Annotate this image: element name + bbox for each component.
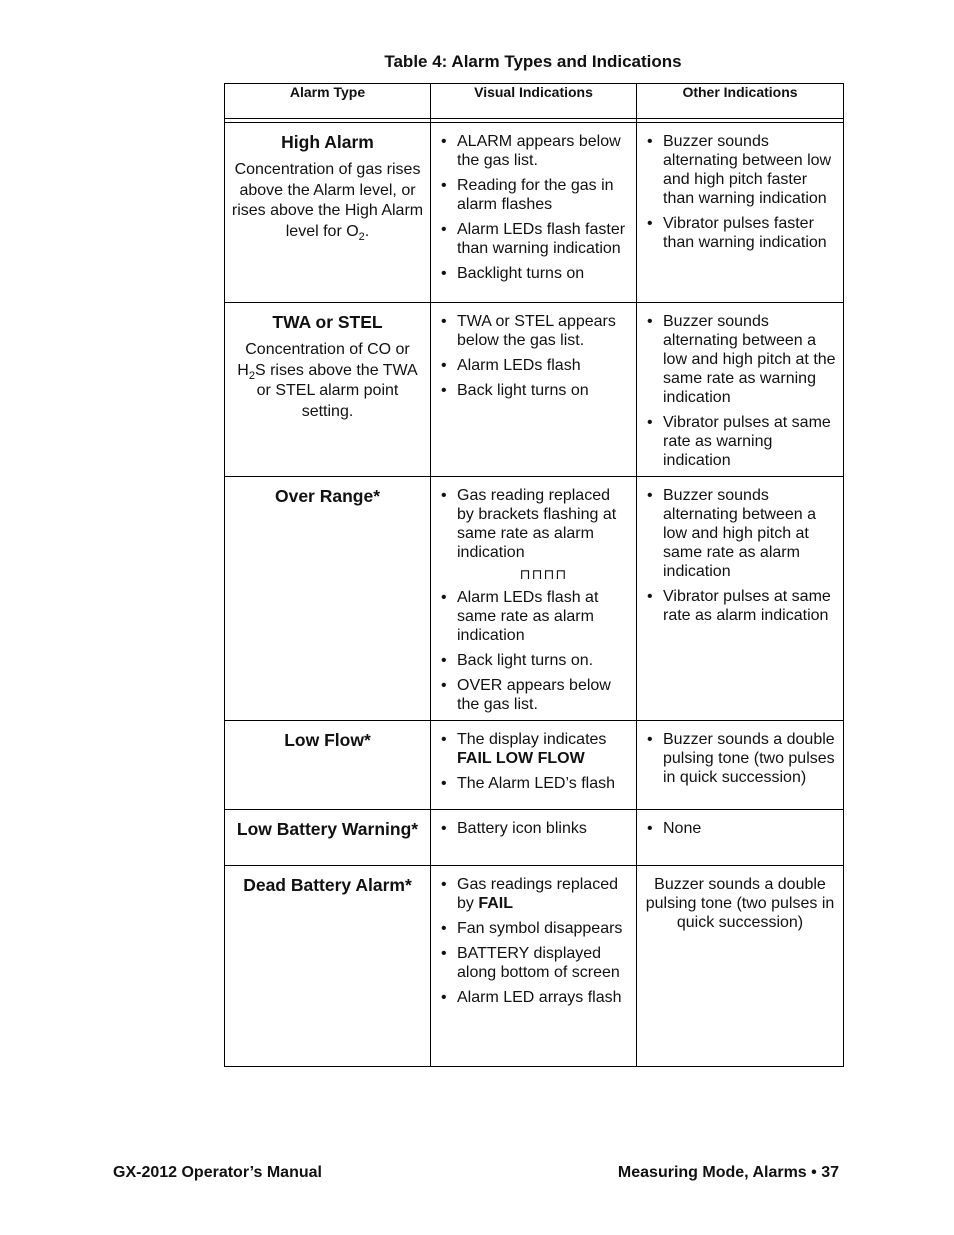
alarm-type-description: Concentration of gas rises above the Alarm level, or rises above the High Alarm level for $O_2$. — [231, 161, 424, 243]
other-indications-cell — [637, 810, 844, 866]
table-row — [225, 303, 844, 477]
list-item: • Buzzer sounds alternating between a low and high pitch at the same rate as warning indication — [643, 312, 837, 407]
bracket-icon: ⊓⊓⊓⊓ — [519, 566, 568, 582]
list-item: • Alarm LEDs flash faster than warning indication — [437, 220, 630, 258]
alarm-type-title: High Alarm — [281, 132, 374, 152]
list-item: • Alarm LEDs flash — [437, 356, 630, 375]
list-item: • Vibrator pulses at same rate as alarm indication — [643, 587, 837, 625]
list-item: • TWA or STEL appears below the gas list. — [437, 312, 630, 350]
alarm-type-title: Dead Battery Alarm* — [243, 875, 412, 895]
header-other-indications: Other Indications — [637, 84, 844, 119]
other-indications-cell — [637, 303, 844, 477]
other-indications-cell — [637, 477, 844, 721]
alarm-type-cell — [225, 810, 431, 866]
visual-indications-cell — [431, 866, 637, 1067]
footer-section-page: Measuring Mode, Alarms • 37 — [617, 1164, 839, 1181]
table-row — [225, 866, 844, 1067]
list-item: • OVER appears below the gas list. — [437, 676, 630, 714]
list-item: • Buzzer sounds alternating between low and high pitch faster than warning indication — [643, 132, 837, 208]
list-item: • Back light turns on. — [437, 651, 630, 670]
list-item: • Backlight turns on — [437, 264, 630, 283]
table-caption: Table 4: Alarm Types and Indications — [384, 52, 682, 71]
other-indications-cell — [637, 866, 844, 1067]
other-indications-cell — [637, 123, 844, 303]
list-item: • Vibrator pulses at same rate as warning indication — [643, 413, 837, 470]
table-header-row — [225, 84, 844, 119]
alarm-type-cell — [225, 477, 431, 721]
list-item: • BATTERY displayed along bottom of screen — [437, 944, 630, 982]
table-row — [225, 721, 844, 810]
header-alarm-type: Alarm Type — [225, 84, 431, 119]
alarm-type-description: Concentration of CO or $H_2S$ rises above the TWA or STEL alarm point setting. — [237, 341, 418, 420]
list-item: • Reading for the gas in alarm flashes — [437, 176, 630, 214]
visual-indications-cell — [431, 810, 637, 866]
list-item: • Fan symbol disappears — [437, 919, 630, 938]
visual-indications-cell — [431, 123, 637, 303]
alarm-type-cell — [225, 303, 431, 477]
footer-manual-title: GX-2012 Operator’s Manual — [113, 1164, 322, 1181]
visual-indications-cell — [431, 721, 637, 810]
list-item: • The display indicates FAIL LOW FLOW — [437, 730, 630, 768]
alarm-type-title: Low Flow* — [284, 730, 371, 750]
list-item: • Back light turns on — [437, 381, 630, 400]
alarm-type-cell — [225, 721, 431, 810]
alarm-type-cell — [225, 123, 431, 303]
visual-indications-cell — [431, 303, 637, 477]
other-indication-text: Buzzer sounds a double pulsing tone (two pulses in quick succession) — [645, 876, 835, 931]
other-indications-cell — [637, 721, 844, 810]
alarm-type-cell — [225, 866, 431, 1067]
list-item: • Vibrator pulses faster than warning indication — [643, 214, 837, 252]
header-visual-indications: Visual Indications — [431, 84, 637, 119]
list-item: • ALARM appears below the gas list. — [437, 132, 630, 170]
list-item: • Buzzer sounds alternating between a low and high pitch at same rate as alarm indication — [643, 486, 837, 581]
list-item: • The Alarm LED’s flash — [437, 774, 630, 793]
alarm-types-table — [224, 83, 844, 1067]
table-row — [225, 477, 844, 721]
alarm-type-title: Low Battery Warning* — [236, 819, 419, 839]
list-item: • Buzzer sounds a double pulsing tone (two pulses in quick succession) — [643, 730, 837, 787]
list-item: • None — [643, 819, 837, 838]
list-item: • Gas reading replaced by brackets flashing at same rate as alarm indication ⊓⊓⊓⊓ — [437, 486, 630, 582]
alarm-type-title: Over Range* — [274, 486, 381, 506]
list-item: • Alarm LEDs flash at same rate as alarm indication — [437, 588, 630, 645]
visual-indications-cell — [431, 477, 637, 721]
alarm-type-title: TWA or STEL — [272, 312, 383, 332]
table-row — [225, 123, 844, 303]
list-item: • Battery icon blinks — [437, 819, 630, 838]
table-row — [225, 810, 844, 866]
list-item: • Alarm LED arrays flash — [437, 988, 630, 1007]
list-item: • Gas readings replaced by FAIL — [437, 875, 630, 913]
